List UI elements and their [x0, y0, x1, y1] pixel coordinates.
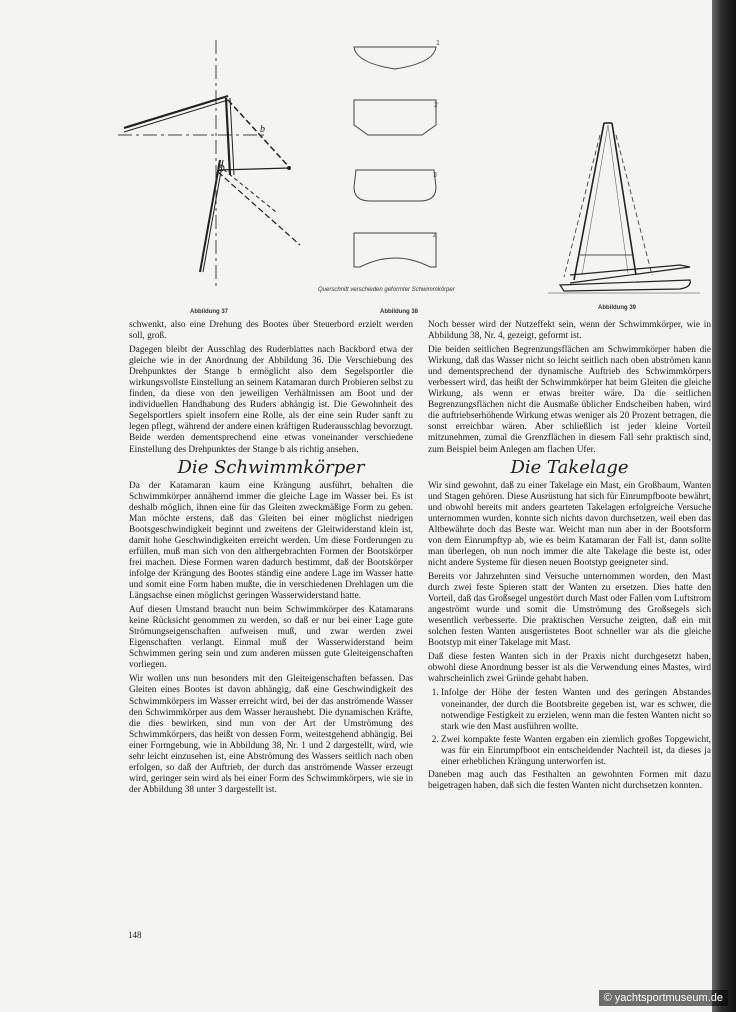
figure-39-catamaran-rig	[540, 115, 710, 300]
left-paragraph: Wir wollen uns nun besonders mit den Gleiteigenschaften befassen. Das Gleiten eines Bootes ist davon abhängig, daß eine Geschwindigkeit des Schwimmkörpers im Wasser erreicht wird, bei der das anströmende Wasser den Schwimmkörper aus dem Wasser heraushebt. Die dynamischen Kräfte, die dies bewirken, sind nun von der Art der Umströmung des Schwimmkörpers, das heißt von dessen Form, weitestgehend abhängig. Bei einer Formgebung, wie in Abbildung 38, Nr. 1 und 2 dargestellt, wird, wie sehr leicht einzusehen ist, eine Abströmung des Wassers seitlich nach oben erfolgen, so daß der Auftrieb, der durch das anströmende Wasser erzeugt wird, geringer sein wird als bei einer Form des Schwimmkörpers, wie sie in der Abbildung 38 unter 3 dargestellt ist.	[129, 674, 413, 795]
figure-38-caption: Abbildung 38	[380, 309, 418, 315]
right-paragraph: Daß diese festen Wanten sich in der Praxis nicht durchgesetzt haben, obwohl diese Anordnung besser ist als die Verwendung eines Mastes, wird wahrscheinlich zwei Gründe gehabt haben.	[428, 652, 711, 685]
left-paragraph: schwenkt, also eine Drehung des Bootes über Steuerbord erzielt werden soll, groß.	[129, 320, 413, 342]
figure-37-label-b: b	[260, 124, 265, 135]
left-paragraph: Dagegen bleibt der Ausschlag des Ruderblattes nach Backbord etwa der gleiche wie in der Anordnung der Abbildung 36. Die Verschiebung des Drehpunktes der Stange b ermöglicht also dem Segelsportler die wirkungsvollste Einstellung an seinem Katamaran durch Probieren selbst zu finden, da diese von den jeweiligen Verhältnissen am Boot und der individuellen Handhabung des Ruders abhängig ist. Die Gewohnheit des Segelsportlers spielt insofern eine Rolle, als der eine sein Ruder sanft zu legen pflegt, während der andere einen kräftigen Ruderausschlag bevorzugt. Beide werden dementsprechend eine etwas voneinander verschiedene Einstellung des Drehpunktes der Stange b als richtig ansehen.	[129, 345, 413, 455]
figure-38-subcaption: Querschnitt verschieden geformter Schwimmkörper	[318, 287, 455, 293]
figure-39-caption: Abbildung 39	[598, 305, 636, 311]
figure-38-hull-sections	[350, 35, 440, 275]
list-item: 2. Zwei kompakte feste Wanten ergaben ein ziemlich großes Topgewicht, was für ein Einrumpfboot ein entscheidender Nachteil ist, da dieses ja einer erheblichen Krängung unterworfen ist.	[441, 735, 711, 768]
left-paragraph: Da der Katamaran kaum eine Krängung ausführt, behalten die Schwimmkörper annähernd immer die gleiche Lage im Wasser bei. Es ist deshalb möglich, ihnen eine für das Gleiten zweckmäßige Form zu geben. Man möchte erstens, daß das Gleiten bei einer möglichst niedrigen Bootsgeschwindigkeit beginnt und zweitens der Gleitwiderstand klein ist, damit hohe Geschwindigkeiten erreicht werden. Um diese Forderungen zu erfüllen, muß man sich von den althergebrachten Formen der Bootskörper frei machen. Diese Formen waren dadurch bestimmt, daß der Bootskörper infolge der Krängung des Bootes ständig eine andere Lage im Wasser hatte und somit eine Form haben mußte, die in verschiedenen Drehlagen um die Längsachse einen möglichst geringen Wasserwiderstand hatte.	[129, 480, 413, 602]
right-column	[428, 320, 711, 795]
right-paragraph: Die beiden seitlichen Begrenzungsflächen am Schwimmkörper haben die Wirkung, daß das Wasser nicht so leicht seitlich nach oben abströmen kann und dementsprechend der dynamische Auftrieb des Schwimmkörpers verbessert wird, das heißt der Schwimmkörper hat beim Gleiten die gleiche Wirkung, als wenn er etwas breiter wäre. Da die seitlichen Begrenzungsflächen nicht die Ausmaße üblicher Endscheiben haben, wird die auftriebserhöhende Wirkung etwas weniger als 20 Prozent betragen, die sonst erreichbar wären. Aber schließlich ist jeder kleine Vorteil mitzunehmen, zumal die Grenzflächen in diesem Fall sehr praktisch sind, zum Beispiel beim Anlegen am flachen Ufer.	[428, 345, 711, 455]
list-item: 1. Infolge der Höhe der festen Wanten und des geringen Abstandes voneinander, der durch die Bootsbreite gegeben ist, war es schwer, die notwendige Festigkeit zu erzielen, wenn man die festen Wanten nicht so stark wie den Mast ausführen wollte.	[441, 688, 711, 732]
figure-38-number-2: 2	[434, 102, 438, 109]
figure-38-number-4: 4	[433, 233, 437, 240]
right-paragraph: Wir sind gewohnt, daß zu einer Takelage ein Mast, ein Großbaum, Wanten und Stagen gehören. Diese Ausrüstung hat sich für Einrumpfboote bewährt, und obwohl bereits mit anders gearteten Takelagen erfolgreiche Versuche unternommen wurden, konnte sich nichts davon durchsetzen, weil eben das Altbewährte doch das Beste war. Weicht man nun aber in der Bootsform von dem Einrumpftyp ab, wie es beim Katamaran der Fall ist, dann sollte man überlegen, ob nun noch immer die alte Takelage die beste ist, oder nicht andere Systeme für diesen neuen Bootstyp geeigneter sind.	[428, 480, 711, 568]
book-spine-shadow	[712, 0, 736, 1012]
section-heading-takelage: Die Takelage	[510, 456, 629, 478]
watermark: © yachtsportmuseum.de	[599, 990, 728, 1006]
right-paragraph: Daneben mag auch das Festhalten an gewohnten Formen mit dazu beigetragen haben, daß sich die festen Wanten nicht durchsetzen konnten.	[428, 769, 711, 791]
left-paragraph: Auf diesen Umstand braucht nun beim Schwimmkörper des Katamarans keine Rücksicht genommen zu werden, so daß er nur bei einer Lage gute Strömungseigenschaften aufweisen muß, und zwar werden zwei Eigenschaften verlangt. Einmal muß der Wasserwiderstand beim Schwimmen gering sein und zum anderen müssen gute Gleiteigenschaften vorliegen.	[129, 605, 413, 671]
page-number: 148	[128, 930, 142, 940]
reasons-list	[428, 688, 711, 767]
figure-38-number-3: 3	[433, 172, 437, 179]
left-column	[129, 320, 413, 799]
figure-37-caption: Abbildung 37	[190, 309, 228, 315]
figure-37-rudder-linkage	[118, 40, 328, 300]
figure-38-number-1: 1	[436, 40, 440, 47]
right-paragraph: Noch besser wird der Nutzeffekt sein, wenn der Schwimmkörper, wie in Abbildung 38, Nr. 4, gezeigt, geformt ist.	[428, 320, 711, 342]
right-paragraph: Bereits vor Jahrzehnten sind Versuche unternommen worden, den Mast durch zwei feste Spieren statt der Wanten zu ersetzen. Dies hatte den Vorteil, daß das Großsegel ungestört durch Mast oder Fallen vom Luftstrom angeströmt wurde und somit die Umströmung des Großsegels sich wesentlich verbesserte. Die praktischen Versuche zeigten, daß ein mit solchen festen Wanten ausgerüstetes Boot schneller war als die gleiche Bootstyp mit einer Takelage mit Mast.	[428, 571, 711, 649]
section-heading-schwimmkoerper: Die Schwimmkörper	[177, 456, 365, 478]
